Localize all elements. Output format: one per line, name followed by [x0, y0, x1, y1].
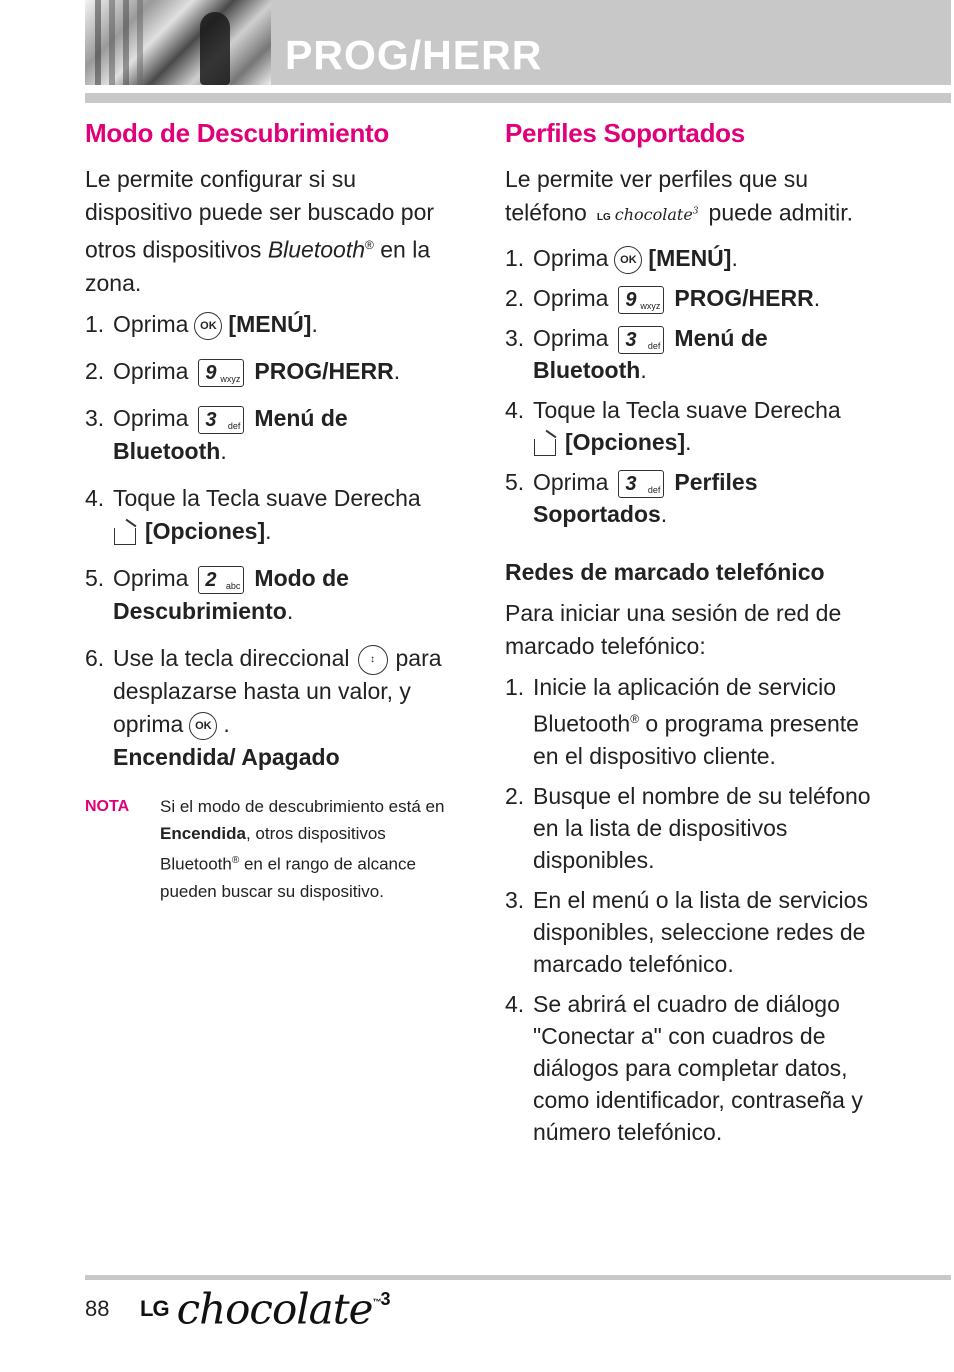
navigation-key-icon: ↕ — [358, 645, 388, 675]
dialup-intro: Para iniciar una sesión de red de marcado telefónico: — [505, 600, 842, 660]
step-item: 1. Oprima OK [MENÚ]. — [505, 242, 875, 274]
footer-logo: LG chocolate$^{™3}$ — [140, 1284, 390, 1334]
heading-discovery-mode: Modo de Descubrimiento — [85, 118, 389, 148]
step-item: 2. Oprima 9 wxyz PROG/HERR. — [85, 355, 455, 388]
header-photo — [85, 0, 271, 85]
step-item: 3. Oprima 3 def Menú de Bluetooth. — [505, 325, 768, 384]
right-column — [505, 115, 875, 1156]
key-2-icon: 2 abc — [198, 566, 244, 594]
page-header — [85, 0, 951, 85]
key-3-icon: 3 def — [618, 470, 664, 498]
page-number: 88 — [85, 1296, 110, 1321]
key-3-icon: 3 def — [198, 406, 244, 434]
key-9-icon: 9 wxyz — [198, 359, 244, 387]
note-box — [85, 793, 450, 905]
step-item: 4. Se abrirá el cuadro de diálogo "Conectar a" con cuadros de diálogos para completar datos, como identificador, contraseña y número telefónico. — [505, 990, 863, 1145]
dialup-steps — [505, 671, 875, 1148]
key-9-icon: 9 wxyz — [618, 286, 664, 314]
note-label: NOTA — [85, 798, 130, 815]
profiles-intro: Le permite ver perfiles que su teléfono LG chocolate$^3$ puede admitir. — [505, 166, 854, 226]
subheading-dialup: Redes de marcado telefónico — [505, 559, 825, 586]
step-item: 2. Oprima 9 wxyz PROG/HERR. — [505, 282, 875, 314]
step-item: 1. Inicie la aplicación de servicio Bluetooth® o programa presente en el dispositivo cliente. — [505, 674, 859, 769]
discovery-steps — [85, 308, 455, 774]
step-item: 6. Use la tecla direccional ↕ para desplazarse hasta un valor, y oprima OK . Encendida/ Apagado — [85, 644, 442, 770]
step-item: 4. Toque la Tecla suave Derecha [Opciones]. — [505, 397, 841, 456]
discovery-intro: Le permite configurar si su dispositivo puede ser buscado por otros dispositivos Bluetooth® en la zona. — [85, 166, 435, 296]
header-divider — [85, 93, 951, 103]
heading-supported-profiles: Perfiles Soportados — [505, 118, 745, 148]
step-item: 1. Oprima OK [MENÚ]. — [85, 308, 455, 341]
right-soft-key-icon — [113, 522, 135, 544]
step-item: 3. Oprima 3 def Menú de Bluetooth. — [85, 404, 348, 464]
step-item: 5. Oprima 2 abc Modo de Descubrimiento. — [85, 564, 349, 624]
profiles-steps — [505, 242, 875, 530]
section-title: PROG/HERR — [285, 32, 543, 78]
ok-key-icon: OK — [189, 712, 217, 740]
step-item: 5. Oprima 3 def Perfiles Soportados. — [505, 469, 758, 528]
step-item: 2. Busque el nombre de su teléfono en la lista de dispositivos disponibles. — [505, 782, 871, 873]
footer-divider — [85, 1275, 951, 1280]
chocolate-logo: LG chocolate$^3$ — [596, 205, 699, 225]
ok-key-icon: OK — [614, 246, 642, 274]
key-3-icon: 3 def — [618, 326, 664, 354]
note-text: Si el modo de descubrimiento está en Encendida, otros dispositivos Bluetooth® en el rango de alcance pueden buscar su dispositivo. — [160, 797, 445, 901]
step-item: 4. Toque la Tecla suave Derecha [Opciones]. — [85, 484, 421, 544]
right-soft-key-icon — [533, 433, 555, 455]
step-item: 3. En el menú o la lista de servicios disponibles, seleccione redes de marcado telefónico. — [505, 886, 868, 977]
ok-key-icon: OK — [194, 312, 222, 340]
left-column — [85, 115, 455, 788]
